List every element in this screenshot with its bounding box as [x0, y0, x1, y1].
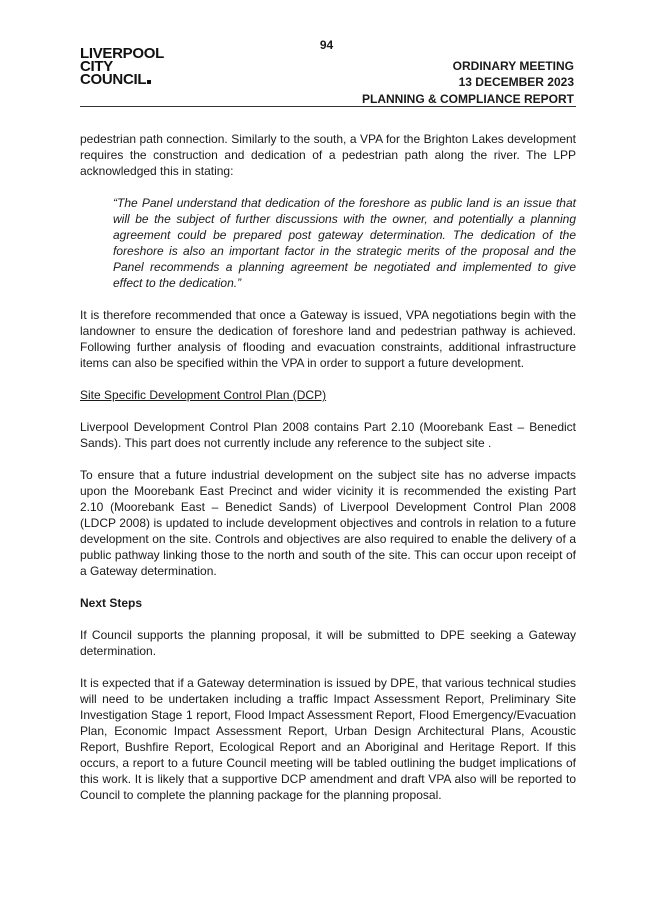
report-title: PLANNING & COMPLIANCE REPORT [361, 92, 574, 106]
meeting-title: ORDINARY MEETING [452, 59, 574, 73]
paragraph-5: If Council supports the planning proposal, it will be submitted to DPE seeking a Gateway determination. [80, 628, 576, 658]
logo-line-1: LIVERPOOL [80, 45, 164, 62]
logo-dot-icon [147, 80, 151, 84]
paragraph-4: To ensure that a future industrial development on the subject site has no adverse impacts upon the Moorebank East Precinct and wider vicinity it is recommended the existing Part 2.10 (Moorebank East – Benedict Sands) of Liverpool Development Control Plan 2008 (LDCP 2008) is updated to include development objectives and controls in relation to a future development on the site. Controls and objectives are also required to enable the delivery of a public pathway linking those to the north and south of the site. This can occur upon receipt of a Gateway determination. [80, 468, 576, 578]
logo-line-3-wrap [80, 73, 164, 86]
paragraph-3: Liverpool Development Control Plan 2008 contains Part 2.10 (Moorebank East – Benedict Sands). This part does not currently include any reference to the subject site . [80, 420, 576, 450]
council-logo [80, 47, 164, 86]
report-body [80, 131, 576, 803]
paragraph-2: It is therefore recommended that once a Gateway is issued, VPA negotiations begin with the landowner to ensure the dedication of foreshore land and pedestrian pathway is achieved. Following further analysis of flooding and evacuation constraints, additional infrastructure items can also be specified within the VPA in order to support a future development. [80, 308, 576, 370]
logo-line-2: CITY [80, 58, 113, 75]
panel-quote: “The Panel understand that dedication of the foreshore as public land is an issue that will be the subject of further discussions with the owner, and potentially a planning agreement could be prepared post gateway determination. The dedication of the foreshore is also an important factor in the strategic merits of the proposal and the Panel recommends a planning agreement be negotiated and implemented to give effect to the dedication.” [113, 196, 576, 290]
logo-line-3: COUNCIL [80, 71, 147, 88]
page-number: 94 [319, 38, 334, 52]
dcp-heading: Site Specific Development Control Plan (DCP) [80, 388, 327, 402]
paragraph-1: pedestrian path connection. Similarly to the south, a VPA for the Brighton Lakes development requires the construction and dedication of a pedestrian path along the river. The LPP acknowledged this in stating: [80, 132, 576, 178]
next-steps-heading: Next Steps [80, 596, 143, 610]
paragraph-6: It is expected that if a Gateway determination is issued by DPE, that various technical studies will need to be undertaken including a traffic Impact Assessment Report, Preliminary Site Investigation Stage 1 report, Flood Impact Assessment Report, Flood Emergency/Evacuation Plan, Economic Impact Assessment Report, Urban Design Architectural Plans, Acoustic Report, Bushfire Report, Ecological Report and an Aboriginal and Heritage Report. If this occurs, a report to a future Council meeting will be tabled outlining the budget implications of this work. It is likely that a supportive DCP amendment and draft VPA also will be reported to Council to complete the planning package for the planning proposal. [80, 676, 576, 802]
meeting-info [362, 58, 574, 107]
meeting-date: 13 DECEMBER 2023 [458, 75, 574, 89]
header-divider [80, 106, 576, 107]
